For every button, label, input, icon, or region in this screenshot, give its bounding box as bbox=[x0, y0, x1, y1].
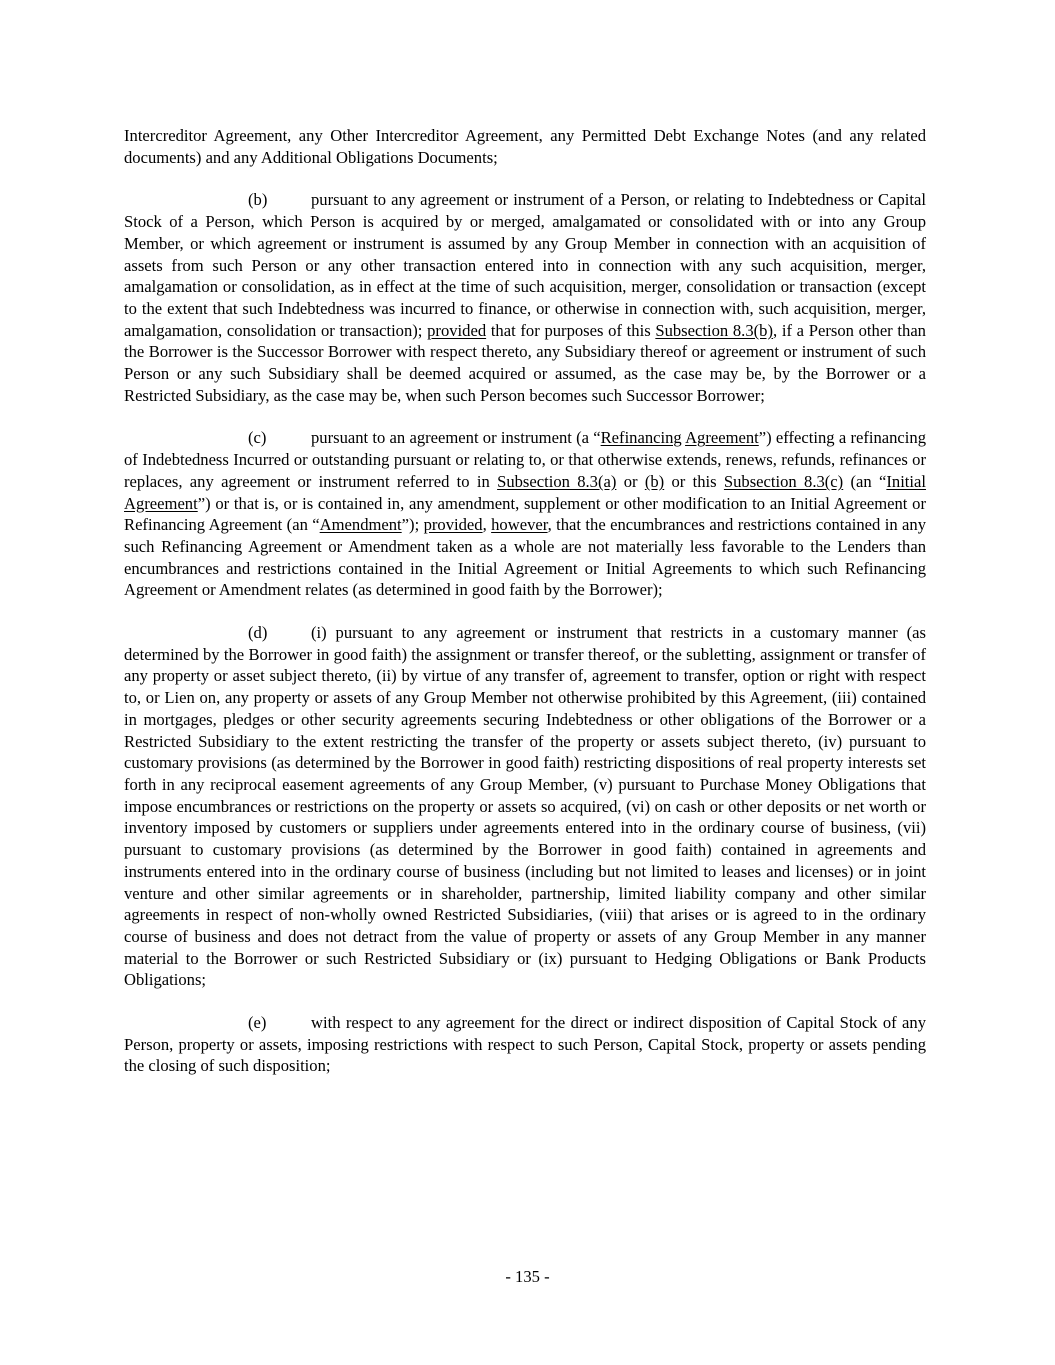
paragraph-e-label: (e) bbox=[248, 1013, 267, 1033]
paragraph-b-text: that for purposes of this bbox=[486, 320, 656, 340]
paragraph-b-text: , if a Person other than the Borrower is the Successor Borrower with respect thereto, any Subsidiary thereof or agreement or instrument of such Person or any such Subsidiary shall be deemed acquired or assumed, as the case may be, by the Borrower or a Restricted Subsidiary, as the case may be, when such Person becomes such Successor Borrower; bbox=[124, 320, 926, 405]
paragraph-c-label: (c) bbox=[248, 428, 267, 448]
paragraph-c-subsection-ref: (b) bbox=[644, 471, 665, 491]
paragraph-c-subsection-ref: Subsection 8.3(c) bbox=[723, 471, 844, 491]
paragraph-c-defined-term: Agreement bbox=[685, 428, 759, 448]
paragraph-e-text: with respect to any agreement for the direct or indirect disposition of Capital Stock of any Person, property or assets, imposing restrictions with respect to such Person, Capital Stock, property or assets pending the closing of such disposition; bbox=[124, 1013, 926, 1076]
paragraph-b-text: pursuant to any agreement or instrument of a Person, or relating to Indebtedness or Capital Stock of a Person, which Person is acquired by or merged, amalgamated or consolidated with or into any Group Member, or which agreement or instrument is assumed by any Group Member in connection with an acquisition of assets from such Person or any other transaction entered into in connection with any such acquisition, merger, amalgamation or consolidation, as in effect at the time of such acquisition, merger, consolidation or transaction (except to the extent that such Indebtedness was incurred to finance, or otherwise in connection with, such acquisition, merger, amalgamation, consolidation or transaction); bbox=[124, 190, 926, 340]
paragraph-d bbox=[124, 622, 926, 991]
paragraph-c-text: pursuant to an agreement or instrument (a “ bbox=[311, 428, 601, 448]
paragraph-e bbox=[124, 1012, 926, 1077]
paragraph-c-defined-term: Amendment bbox=[319, 515, 402, 535]
paragraph-c-text: , that the encumbrances and restrictions contained in any such Refinancing Agreement or Amendment taken as a whole are not materially less favorable to the Lenders than encumbrances and restrictions contained in the Initial Agreement or Initial Agreements to which such Refinancing Agreement or Amendment relates (as determined in good faith by the Borrower); bbox=[124, 515, 927, 600]
paragraph-c-subsection-ref: Subsection 8.3(a) bbox=[497, 471, 617, 491]
paragraph-c-text: ”); bbox=[401, 515, 424, 535]
paragraph-b bbox=[124, 189, 926, 406]
paragraph-c-defined-term: Refinancing bbox=[600, 428, 682, 448]
paragraph-b-subsection-ref: Subsection 8.3(b) bbox=[655, 320, 773, 340]
paragraph-c-however: however bbox=[491, 515, 548, 535]
paragraph-b-label: (b) bbox=[248, 190, 268, 210]
paragraph-d-text: (i) pursuant to any agreement or instrument that restricts in a customary manner (as determined by the Borrower in good faith) the assignment or transfer thereof, or the subletting, assignment or transfer of any property or asset subject thereto, (ii) by virtue of any transfer of, agreement to transfer, option or right with respect to, or Lien on, any property or assets of any Group Member not otherwise prohibited by this Agreement, (iii) contained in mortgages, pledges or other security agreements securing Indebtedness or other obligations of the Borrower or a Restricted Subsidiary to the extent restricting the transfer of the property or assets subject thereto, (iv) pursuant to customary provisions (as determined by the Borrower in good faith) restricting dispositions of real property interests set forth in any reciprocal easement agreements of any Group Member, (v) pursuant to Purchase Money Obligations that impose encumbrances or restrictions on the property or assets so acquired, (vi) on cash or other deposits or net worth or inventory imposed by customers or suppliers under agreements entered into in the ordinary course of business, (vii) pursuant to customary provisions (as determined by the Borrower in good faith) contained in agreements and instruments entered into in the ordinary course of business (including but not limited to leases and licenses) or in joint venture and other similar agreements or in shareholder, partnership, limited liability company and other similar agreements in respect of non-wholly owned Restricted Subsidiaries, (viii) that arises or is agreed to in the ordinary course of business and does not detract from the value of property or assets of any Group Member in any manner material to the Borrower or such Restricted Subsidiary or (ix) pursuant to Hedging Obligations or Bank Products Obligations; bbox=[124, 623, 926, 990]
paragraph-c-provided: provided bbox=[423, 515, 483, 535]
paragraph-c-text: or this bbox=[664, 471, 724, 491]
paragraph-c-text: ”) effecting a refinancing of Indebtedness Incurred or outstanding pursuant or relating to, or that otherwise extends, renews, refunds, refinances or replaces, any agreement or instrument referred to in bbox=[124, 428, 926, 491]
paragraph-c-text: (an “ bbox=[843, 471, 887, 491]
paragraph-c-text: ”) or that is, or is contained in, any amendment, supplement or other modification to an Initial Agreement or Refinancing Agreement (an “ bbox=[124, 493, 926, 535]
paragraph-d-label: (d) bbox=[248, 623, 268, 643]
paragraph-intro-text: Intercreditor Agreement, any Other Intercreditor Agreement, any Permitted Debt Exchange Notes (and any related documents) and any Additional Obligations Documents; bbox=[124, 126, 926, 167]
document-body bbox=[124, 125, 926, 1098]
paragraph-c-text: or bbox=[616, 471, 645, 491]
paragraph-intro bbox=[124, 125, 926, 168]
page-number: - 135 - bbox=[505, 1267, 550, 1286]
paragraph-c-defined-term: Initial Agreement bbox=[124, 471, 927, 513]
paragraph-b-provided: provided bbox=[427, 320, 487, 340]
paragraph-c bbox=[124, 427, 926, 601]
paragraph-c-text: , bbox=[482, 515, 492, 535]
